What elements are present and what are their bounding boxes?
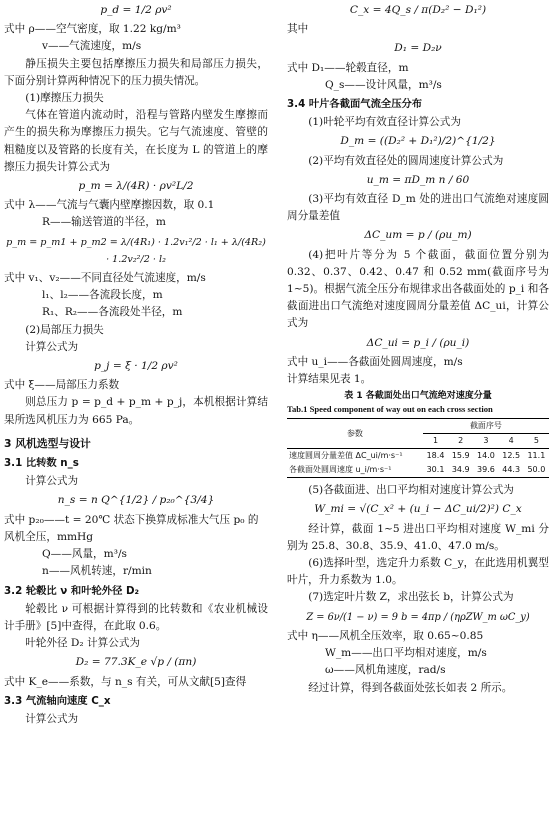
paragraph: 经过计算，得到各截面处弦长如表 2 所示。 <box>308 681 513 694</box>
paragraph: 静压损失主要包括摩擦压力损失和局部压力损失，下面分别计算两种情况下的压力损失情况。 <box>4 57 268 87</box>
data-table <box>287 418 549 478</box>
table-cell: 34.9 <box>451 465 470 475</box>
paragraph: 计算公式为 <box>25 475 79 488</box>
table-cell: 12.5 <box>502 451 521 461</box>
table-cell: 39.6 <box>477 465 495 475</box>
table-caption-english: Tab.1 Speed component of way out on each cross section <box>287 404 493 415</box>
paragraph: (1)叶轮平均有效直径计算公式为 <box>308 116 461 129</box>
table-header-group: 截面序号 <box>423 419 549 434</box>
paragraph: 经计算，截面 1~5 进出口平均相对速度 W_mi 分别为 25.8、30.8、35.9、41.0、47.0 m/s。 <box>287 522 549 552</box>
formula-peripheral-speed: u_m = πD_m n / 60 <box>366 173 470 186</box>
table-header-col: 1 <box>432 436 439 446</box>
paragraph: (6)选择叶型，选定升力系数 C_y，在此选用机翼型叶片，升力系数为 1.0。 <box>287 557 549 587</box>
paragraph: 计算公式为 <box>25 712 79 725</box>
table-cell: 18.4 <box>426 451 445 461</box>
paragraph: 计算结果见表 1。 <box>287 373 372 386</box>
formula-axial-velocity: C_x = 4Q_s / π(D₂² − D₁²) <box>349 4 487 16</box>
formula-friction-loss: p_m = λ/(4R) · ρv²L/2 <box>78 180 194 193</box>
paragraph: 气体在管道内流动时，沿程与管路内壁发生摩擦而产生的损失称为摩擦压力损失。它与气流速度、管壁的粗糙度以及管路的长度有关，在长度为 L 的管道上的摩擦压力损失计算公式为 <box>4 109 268 173</box>
table-header-param: 参数 <box>346 428 363 438</box>
formula-dynamic-pressure: p_d = 1/2 ρv² <box>100 4 172 16</box>
table-row <box>287 463 549 478</box>
formula-impeller-diameter: D₂ = 77.3K_e √p / (πn) <box>75 656 197 669</box>
table-header-col: 2 <box>458 436 464 446</box>
subsection-heading: 3.2 轮毂比 ν 和叶轮外径 D₂ <box>4 584 140 597</box>
table-cell: 44.3 <box>502 465 521 475</box>
symbol-definition: v——气流速度，m/s <box>42 40 142 53</box>
symbol-definition: 式中 ρ——空气密度，取 1.22 kg/m³ <box>4 23 181 36</box>
table-cell: 14.0 <box>477 451 495 461</box>
paragraph: (2)平均有效直径处的圆周速度计算公式为 <box>308 154 504 167</box>
formula-friction-sum: p_m = p_m1 + p_m2 = λ/(4R₁) · 1.2v₁²/2 · l₁ + λ/(4R₂) · 1.2v₂²/2 · l₂ <box>6 236 266 265</box>
table-row-label: 速度圆周分量差值 ΔC_ui/m·s⁻¹ <box>289 451 403 461</box>
symbol-definition: 式中 u_i——各截面处圆周速度，m/s <box>287 355 463 368</box>
subsection-heading: 3.4 叶片各截面气流全压分布 <box>287 98 423 111</box>
symbol-definition: 式中 v₁、v₂——不同直径处气流速度，m/s <box>4 272 206 285</box>
symbol-definition: 式中 ξ——局部压力系数 <box>4 379 120 392</box>
symbol-definition: l₁、l₂——各流段长度，m <box>42 289 163 302</box>
formula-blade-count-chord: Z = 6ν/(1 − ν) = 9 b = 4πp / (ηρZW_m ωC_y) <box>306 611 530 623</box>
table-cell: 50.0 <box>527 465 546 475</box>
subheading: (1)摩擦压力损失 <box>25 92 104 105</box>
table-row <box>287 449 549 464</box>
formula-mean-diameter: D_m = ((D₂² + D₁²)/2)^{1/2} <box>340 135 496 148</box>
table-header-col: 3 <box>483 436 489 446</box>
symbol-definition: Q——风量，m³/s <box>42 548 127 561</box>
paragraph: 轮毂比 ν 可根据计算得到的比转数和《农业机械设计手册》[5]中查得，在此取 0.6。 <box>4 602 268 632</box>
paragraph: 则总压力 p = p_d + p_m + p_j，本机根据计算结果所选风机压力为 665 Pa。 <box>4 396 268 426</box>
symbol-definition: 式中 K_e——系数，与 n_s 有关，可从文献[5]查得 <box>4 675 247 688</box>
table-header-col: 4 <box>508 436 514 446</box>
table-cell: 11.1 <box>527 451 546 461</box>
table-caption: 表 1 各截面处出口气流绝对速度分量 <box>344 391 492 402</box>
paragraph: (5)各截面进、出口平均相对速度计算公式为 <box>308 484 514 497</box>
paragraph: (3)平均有效直径 D_m 处的进出口气流绝对速度圆周分量差值 <box>287 193 549 223</box>
paragraph: (7)选定叶片数 Z，求出弦长 b，计算公式为 <box>308 591 514 604</box>
subheading: (2)局部压力损失 <box>25 323 104 336</box>
left-column <box>4 0 268 728</box>
formula-specific-speed: n_s = n Q^{1/2} / p₂₀^{3/4} <box>57 494 215 507</box>
paragraph: 叶轮外径 D₂ 计算公式为 <box>25 637 141 650</box>
right-column <box>287 0 549 697</box>
formula-delta-cui: ΔC_ui = p_i / (ρu_i) <box>366 336 470 349</box>
subsection-heading: 3.1 比转数 n_s <box>4 457 79 470</box>
subsection-heading: 3.3 气流轴向速度 C_x <box>4 694 111 707</box>
symbol-definition: 式中 λ——气流与气囊内壁摩擦因数，取 0.1 <box>4 199 215 212</box>
symbol-definition: 式中 D₁——轮毂直径，m <box>287 61 409 74</box>
paragraph: (4)把叶片等分为 5 个截面，截面位置分别为 0.32、0.37、0.42、0.47 和 0.52 mm(截面序号为 1~5)。根据气流全压分布规律求出各截面处的 p_i 和各截面进出口气流绝对速度圆周分量差值 ΔC_ui，计算公式为 <box>287 248 549 330</box>
formula-relative-velocity: W_mi = √(C_x² + (u_i − ΔC_ui/2)²) C_x <box>314 503 522 516</box>
symbol-definition: 式中 η——风机全压效率，取 0.65~0.85 <box>287 629 484 642</box>
table-cell: 15.9 <box>451 451 470 461</box>
symbol-definition: 式中 p₂₀——t = 20℃ 状态下换算成标准大气压 p₀ 的风机全压，mmHg <box>4 513 259 543</box>
table-cell: 30.1 <box>426 465 445 475</box>
symbol-definition: Q_s——设计风量，m³/s <box>325 78 442 91</box>
table-header-col: 5 <box>533 436 539 446</box>
formula-delta-cum: ΔC_um = p / (ρu_m) <box>364 229 472 242</box>
symbol-definition: R₁、R₂——各流段处半径，m <box>42 306 183 319</box>
paragraph: 其中 <box>287 23 309 36</box>
paragraph: 计算公式为 <box>25 340 79 353</box>
symbol-definition: ω——风机角速度，rad/s <box>325 664 446 677</box>
symbol-definition: n——风机转速，r/min <box>42 565 152 578</box>
section-heading: 3 风机选型与设计 <box>4 436 91 450</box>
formula-local-loss: p_j = ξ · 1/2 ρv² <box>94 360 178 373</box>
symbol-definition: W_m——出口平均相对速度，m/s <box>325 647 487 660</box>
symbol-definition: R——输送管道的半径，m <box>42 216 166 229</box>
formula-hub-diameter: D₁ = D₂ν <box>394 42 442 55</box>
table-row-label: 各截面处圆周速度 u_i/m·s⁻¹ <box>289 465 392 475</box>
